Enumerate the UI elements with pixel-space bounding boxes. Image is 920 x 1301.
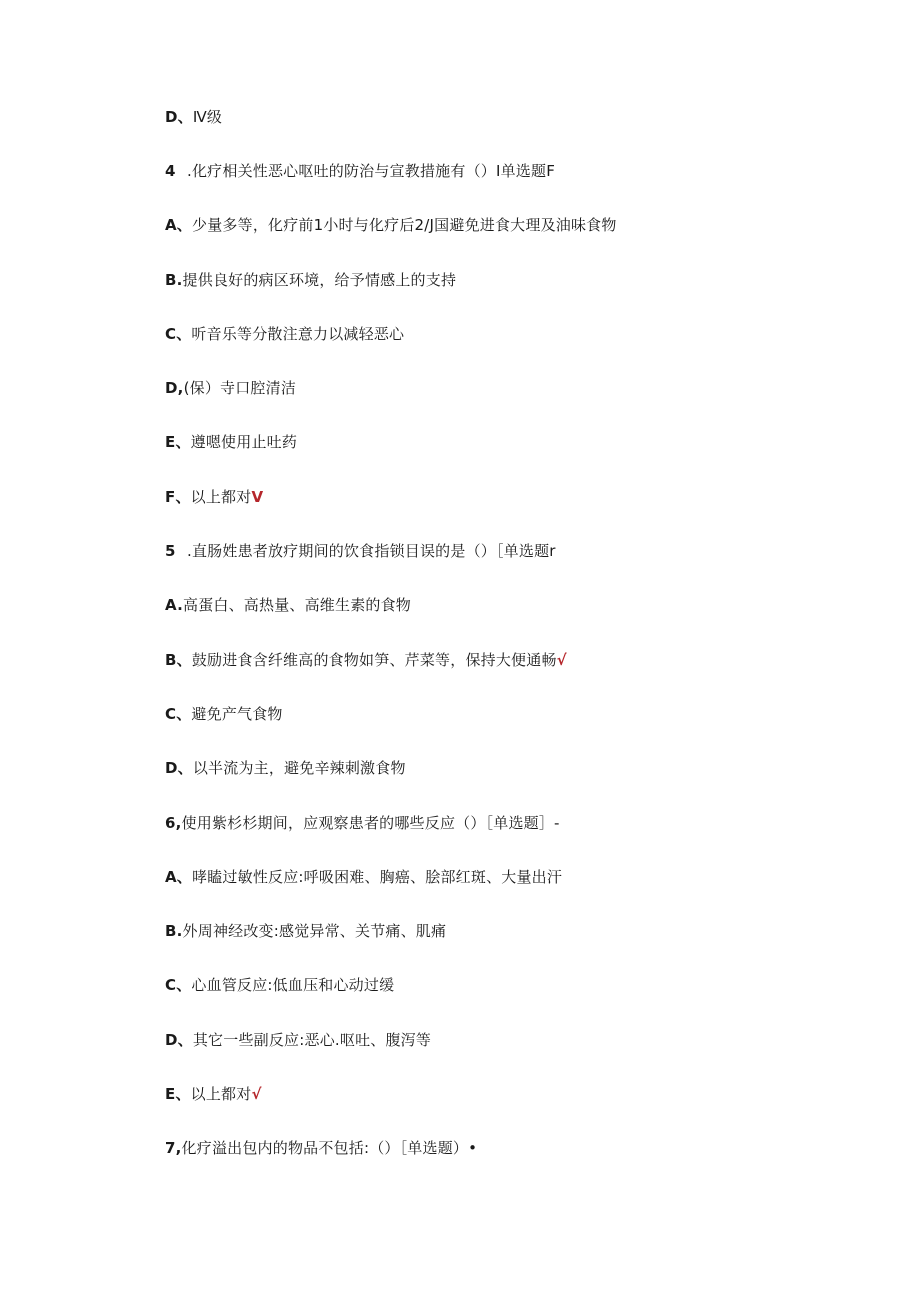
option-a-q6: [165, 865, 562, 889]
question-text: 化疗溢出包内的物品不包括:（）［单选题）•: [181, 1139, 478, 1157]
option-label: F、: [165, 488, 191, 506]
option-e-q4: [165, 430, 297, 454]
option-c-q6: [165, 973, 394, 997]
option-f-q4: [165, 485, 263, 509]
question-6: [165, 811, 560, 835]
option-text: 少量多等，化疗前1小时与化疗后2/J国避免进食大理及油味食物: [192, 216, 617, 234]
option-label: E、: [165, 1085, 191, 1103]
option-text: (保）寺口腔清洁: [183, 379, 297, 397]
option-text: 避免产气食物: [191, 705, 283, 723]
option-label: C、: [165, 705, 192, 723]
question-4: [165, 159, 555, 183]
question-text: 使用紫杉杉期间，应观察患者的哪些反应（）［单选题］-: [181, 814, 560, 832]
option-text: 心血管反应:低血压和心动过缓: [191, 976, 395, 994]
option-d-q6: [165, 1028, 431, 1052]
option-text: 以上都对: [190, 488, 252, 506]
option-label: B.: [165, 922, 183, 940]
option-label: B.: [165, 271, 183, 289]
option-b-q6: [165, 919, 446, 943]
question-number: 4: [165, 162, 176, 180]
option-e-q6: [165, 1082, 262, 1106]
question-5: [165, 539, 556, 563]
question-number: 7,: [165, 1139, 182, 1157]
option-a-q5: [165, 593, 411, 617]
question-number: 6,: [165, 814, 182, 832]
option-label: C、: [165, 325, 192, 343]
option-text: 以上都对: [190, 1085, 252, 1103]
option-b-q4: [165, 268, 456, 292]
option-label: A、: [165, 216, 193, 234]
question-number: 5: [165, 542, 176, 560]
option-label: E、: [165, 433, 191, 451]
option-text: 高蛋白、高热量、高维生素的食物: [183, 596, 412, 614]
option-d-q5: [165, 756, 406, 780]
option-text: 外周神经改变:感觉异常、关节痛、肌痛: [182, 922, 447, 940]
option-text: 哮瞌过敏性反应:呼吸困难、胸癌、脍部红斑、大量出汗: [192, 868, 563, 886]
option-label: C、: [165, 976, 192, 994]
option-label: D、: [165, 759, 193, 777]
option-c-q5: [165, 702, 283, 726]
question-7: [165, 1136, 477, 1160]
option-text: 听音乐等分散注意力以减轻恶心: [191, 325, 405, 343]
option-a-q4: [165, 213, 617, 237]
question-text: .化疗相关性恶心呕吐的防治与宣教措施有（）I单选题F: [187, 162, 556, 180]
option-text: Ⅳ级: [192, 108, 223, 126]
option-label: A.: [165, 596, 183, 614]
question-text: .直肠姓患者放疗期间的饮食指锁目误的是（）［单选题r: [187, 542, 556, 560]
correct-mark: √: [556, 651, 567, 669]
option-text: 鼓励进食含纤维高的食物如笋、芹菜等，保持大便通畅: [191, 651, 557, 669]
option-label: D、: [165, 108, 193, 126]
option-label: A、: [165, 868, 193, 886]
option-label: B、: [165, 651, 192, 669]
option-text: 提供良好的病区环境，给予情感上的支持: [182, 271, 457, 289]
option-text: 以半流为主，避免辛辣刺激食物: [192, 759, 406, 777]
option-b-q5: [165, 648, 567, 672]
option-d-q4: [165, 376, 296, 400]
correct-mark: √: [251, 1085, 262, 1103]
option-text: 其它一些副反应:恶心.呕吐、腹泻等: [192, 1031, 432, 1049]
option-label: D、: [165, 1031, 193, 1049]
correct-mark: V: [251, 488, 264, 506]
option-label: D,: [165, 379, 184, 397]
option-d-q3: [165, 105, 222, 129]
option-c-q4: [165, 322, 404, 346]
option-text: 遵嗯使用止吐药: [190, 433, 298, 451]
